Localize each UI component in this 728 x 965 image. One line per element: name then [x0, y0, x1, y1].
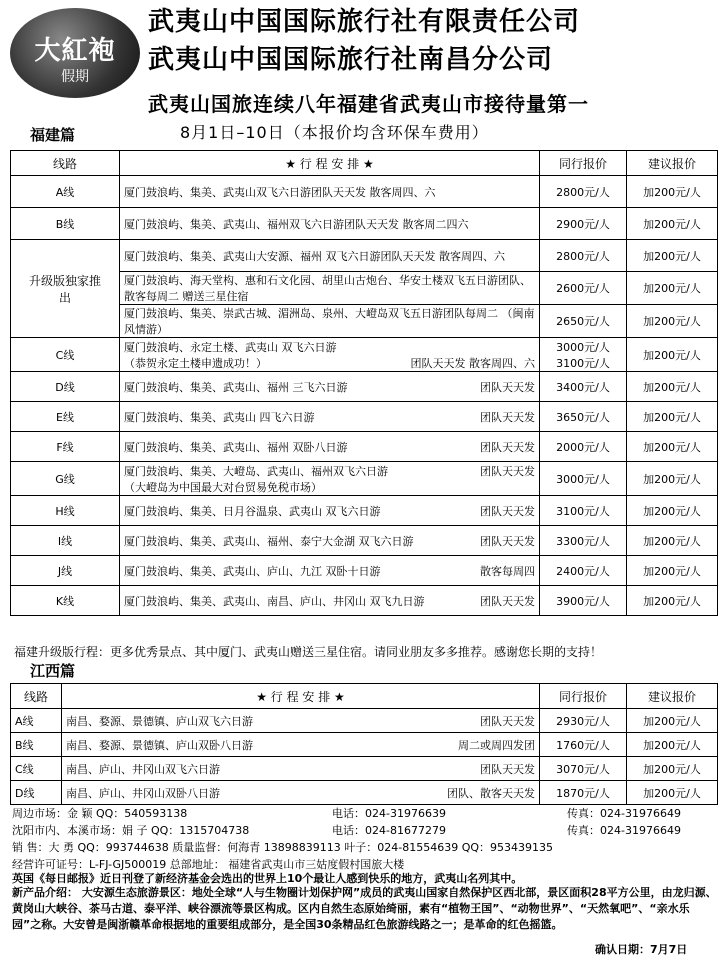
fujian-notice: 福建升级版行程：更多优秀景点、其中厦门、武夷山赠送三星住宿。请同业朋友多多推荐。感谢您长期的支持！	[14, 645, 603, 659]
route: 厦门鼓浪屿、集美、武夷山、南昌、庐山、井冈山 双飞九日游	[124, 594, 425, 608]
route: 南昌、婺源、景德镇、庐山双卧八日游	[66, 738, 253, 752]
route: 厦门鼓浪屿、集美、武夷山、福州双飞六日游	[124, 217, 344, 231]
suggest-price: 加200元/人	[627, 462, 718, 496]
line-code: B线	[11, 733, 62, 757]
route: 南昌、庐山、井冈山双卧八日游	[66, 786, 220, 800]
license-address: 经营许可证号：L-FJ-GJ500019 总部地址： 福建省武夷山市三姑度假村国旅大楼	[12, 858, 405, 871]
suggest-price: 加200元/人	[627, 556, 718, 586]
peer-price: 1870元/人	[540, 781, 627, 805]
suggest-price: 加200元/人	[627, 305, 718, 338]
departure: 团队天天发	[480, 380, 535, 394]
route: 厦门鼓浪屿、集美、武夷山、福州 三飞六日游	[124, 380, 348, 394]
suggest-price: 加200元/人	[627, 240, 718, 272]
table-row	[11, 338, 718, 372]
departure: 团队、散客每周二 赠送三星住宿	[124, 274, 531, 303]
header-suggest: 建议报价	[627, 151, 718, 176]
contact-name: 周边市场：金 颖 QQ：540593138	[12, 807, 188, 820]
departure: 团队天天发 散客周二四六	[344, 217, 469, 231]
header-line: 线路	[11, 684, 62, 709]
peer-price: 3000元/人	[540, 462, 627, 496]
peer-price: 2930元/人	[540, 709, 627, 733]
route: 厦门鼓浪屿、集美、大嶝岛、武夷山、福州双飞六日游	[124, 464, 388, 478]
logo-brand: 大紅袍	[34, 36, 116, 66]
table-row	[11, 586, 718, 616]
line-code: K线	[11, 586, 120, 616]
header-line: 线路	[11, 151, 120, 176]
suggest-price: 加200元/人	[627, 402, 718, 432]
departure: 团队天天发	[480, 594, 535, 608]
peer-price: 3070元/人	[540, 757, 627, 781]
table-row	[11, 402, 718, 432]
header-suggest: 建议报价	[627, 684, 718, 709]
line-code: F线	[11, 432, 120, 462]
departure: 团队天天发	[480, 440, 535, 454]
suggest-price: 加200元/人	[627, 372, 718, 402]
line-code: E线	[11, 402, 120, 432]
suggest-price: 加200元/人	[627, 338, 718, 372]
route: 南昌、婺源、景德镇、庐山双飞六日游	[66, 714, 253, 728]
table-header-row	[11, 151, 718, 176]
suggest-price: 加200元/人	[627, 526, 718, 556]
departure: 团队天天发 散客周四、六	[410, 356, 535, 370]
suggest-price: 加200元/人	[627, 709, 718, 733]
slogan: 武夷山国旅连续八年福建省武夷山市接待量第一	[148, 92, 589, 116]
header-itinerary: ★ 行 程 安 排 ★	[62, 684, 540, 709]
line-code: C线	[11, 338, 120, 372]
line-code: C线	[11, 757, 62, 781]
departure: 团队天天发	[480, 464, 535, 478]
line-code: B线	[11, 208, 120, 240]
table-row	[11, 781, 718, 805]
departure: 团队天天发	[480, 410, 535, 424]
suggest-price: 加200元/人	[627, 781, 718, 805]
table-row	[11, 208, 718, 240]
suggest-price: 加200元/人	[627, 757, 718, 781]
route: 厦门鼓浪屿、集美、武夷山、庐山、九江 双卧十日游	[124, 564, 381, 578]
departure: 团队天天发	[480, 504, 535, 518]
contact-fax: 传真：024-31976649	[567, 824, 681, 837]
route: 厦门鼓浪屿、集美、武夷山、福州 双卧八日游	[124, 440, 348, 454]
table-header-row	[11, 684, 718, 709]
table-row	[11, 556, 718, 586]
contact-line-2	[12, 822, 681, 838]
line-code: A线	[11, 176, 120, 208]
route: 厦门鼓浪屿、集美、武夷山双飞六日游	[124, 185, 311, 199]
line-code: D线	[11, 372, 120, 402]
route: 南昌、庐山、井冈山双飞六日游	[66, 762, 220, 776]
line-code: G线	[11, 462, 120, 496]
departure: 团队天天发	[480, 762, 535, 776]
product-intro: 新产品介绍： 大安源生态旅游景区：地处全球“人与生物圈计划保护网”成员的武夷山国家自然保护区西北部，景区面积28平方公里，由龙归源、黄岗山大峡谷、茶马古道、泰平洋、峡谷漂流等景区构成。区内自然生态原始绮丽，素有“植物王国”、“动物世界”、“天然氧吧”、“亲水乐园”之称。大安曾是闽浙赣革命根据地的重要组成部分，是全国30条精品红色旅游线路之一；是革命的红色摇篮。	[12, 886, 717, 931]
suggest-price: 加200元/人	[627, 496, 718, 526]
line-code: 升级版独家推出	[11, 240, 120, 338]
peer-price: 2900元/人	[540, 208, 627, 240]
table-row	[11, 709, 718, 733]
suggest-price: 加200元/人	[627, 586, 718, 616]
table-row	[11, 496, 718, 526]
suggest-price: 加200元/人	[627, 733, 718, 757]
peer-price: 3650元/人	[540, 402, 627, 432]
departure: 散客每周四	[480, 564, 535, 578]
contact-phone: 电话：024-81677279	[332, 824, 446, 837]
jiangxi-table	[10, 683, 718, 805]
peer-price: 2000元/人	[540, 432, 627, 462]
table-row	[11, 462, 718, 496]
header-peer: 同行报价	[540, 684, 627, 709]
departure: 团队天天发	[480, 714, 535, 728]
peer-price: 2600元/人	[540, 272, 627, 305]
peer-price: 2400元/人	[540, 556, 627, 586]
route: 厦门鼓浪屿、永定土楼、武夷山 双飞六日游	[124, 340, 337, 354]
route-note: （恭贺永定土楼申遗成功！）	[124, 356, 267, 370]
route: 厦门鼓浪屿、集美、武夷山、福州、泰宁大金湖 双飞六日游	[124, 534, 414, 548]
departure: 团队天天发 散客周四、六	[311, 185, 436, 199]
departure: 团队天天发 散客周四、六	[380, 249, 505, 263]
section-fujian: 福建篇	[30, 126, 76, 144]
route: 厦门鼓浪屿、集美、日月谷温泉、武夷山 双飞六日游	[124, 504, 381, 518]
peer-price: 3000元/人	[556, 340, 610, 354]
peer-price: 2800元/人	[540, 240, 627, 272]
company-name-1: 武夷山中国国际旅行社有限责任公司	[148, 7, 581, 37]
departure: 团队、散客天天发	[447, 786, 535, 800]
peer-price-2: 3100元/人	[556, 356, 610, 370]
header-itinerary: ★ 行 程 安 排 ★	[120, 151, 540, 176]
confirm-date: 确认日期：7月7日	[595, 943, 688, 956]
suggest-price: 加200元/人	[627, 208, 718, 240]
peer-price: 3300元/人	[540, 526, 627, 556]
brand-logo	[10, 8, 140, 98]
peer-price: 3100元/人	[540, 496, 627, 526]
logo-sub: 假期	[61, 69, 89, 85]
table-row	[11, 176, 718, 208]
line-code: D线	[11, 781, 62, 805]
line-code: J线	[11, 556, 120, 586]
news-note: 英国《每日邮报》近日刊登了新经济基金会选出的世界上10个最让人感到快乐的地方，武夷山名列其中。	[12, 872, 523, 885]
line-code: A线	[11, 709, 62, 733]
departure: 周二或周四发团	[458, 738, 535, 752]
fujian-subtitle: 8月1日–10日（本报价均含环保车费用）	[180, 123, 489, 142]
peer-price: 3400元/人	[540, 372, 627, 402]
line-code: I线	[11, 526, 120, 556]
peer-price: 3900元/人	[540, 586, 627, 616]
suggest-price: 加200元/人	[627, 176, 718, 208]
table-row	[11, 526, 718, 556]
line-code: H线	[11, 496, 120, 526]
route-note: （大嶝岛为中国最大对台贸易免税市场）	[124, 480, 322, 494]
table-row	[11, 757, 718, 781]
contact-fax: 传真：024-31976649	[567, 807, 681, 820]
departure: 团队天天发	[480, 534, 535, 548]
table-row	[11, 432, 718, 462]
table-row	[11, 372, 718, 402]
peer-price: 1760元/人	[540, 733, 627, 757]
route: 厦门鼓浪屿、集美、武夷山大安源、福州 双飞六日游	[124, 249, 381, 263]
peer-price: 2650元/人	[540, 305, 627, 338]
departure: 团队每周二 （闽南风情游）	[124, 307, 535, 336]
table-row	[11, 240, 718, 272]
company-name-2: 武夷山中国国际旅行社南昌分公司	[148, 45, 554, 75]
contact-phone: 电话：024-31976639	[332, 807, 446, 820]
contact-line-1	[12, 805, 681, 821]
section-jiangxi: 江西篇	[30, 662, 76, 680]
suggest-price: 加200元/人	[627, 432, 718, 462]
header-peer: 同行报价	[540, 151, 627, 176]
table-row	[11, 733, 718, 757]
route: 厦门鼓浪屿、集美、武夷山 四飞六日游	[124, 410, 315, 424]
route: 厦门鼓浪屿、海天堂构、惠和石文化园、胡里山古炮台、华安土楼双飞五日游	[124, 274, 498, 287]
suggest-price: 加200元/人	[627, 272, 718, 305]
contact-name: 沈阳市内、本溪市场：娟 子 QQ：1315704738	[12, 824, 250, 837]
contact-line-3: 销 售：大 勇 QQ：993744638 质量监督：何海青 13898839113 叶子：024-81554639 QQ：953439135	[12, 841, 554, 854]
peer-price: 2800元/人	[540, 176, 627, 208]
fujian-table	[10, 150, 718, 616]
route: 厦门鼓浪屿、集美、崇武古城、湄洲岛、泉州、大嶝岛双飞五日游	[124, 307, 443, 320]
